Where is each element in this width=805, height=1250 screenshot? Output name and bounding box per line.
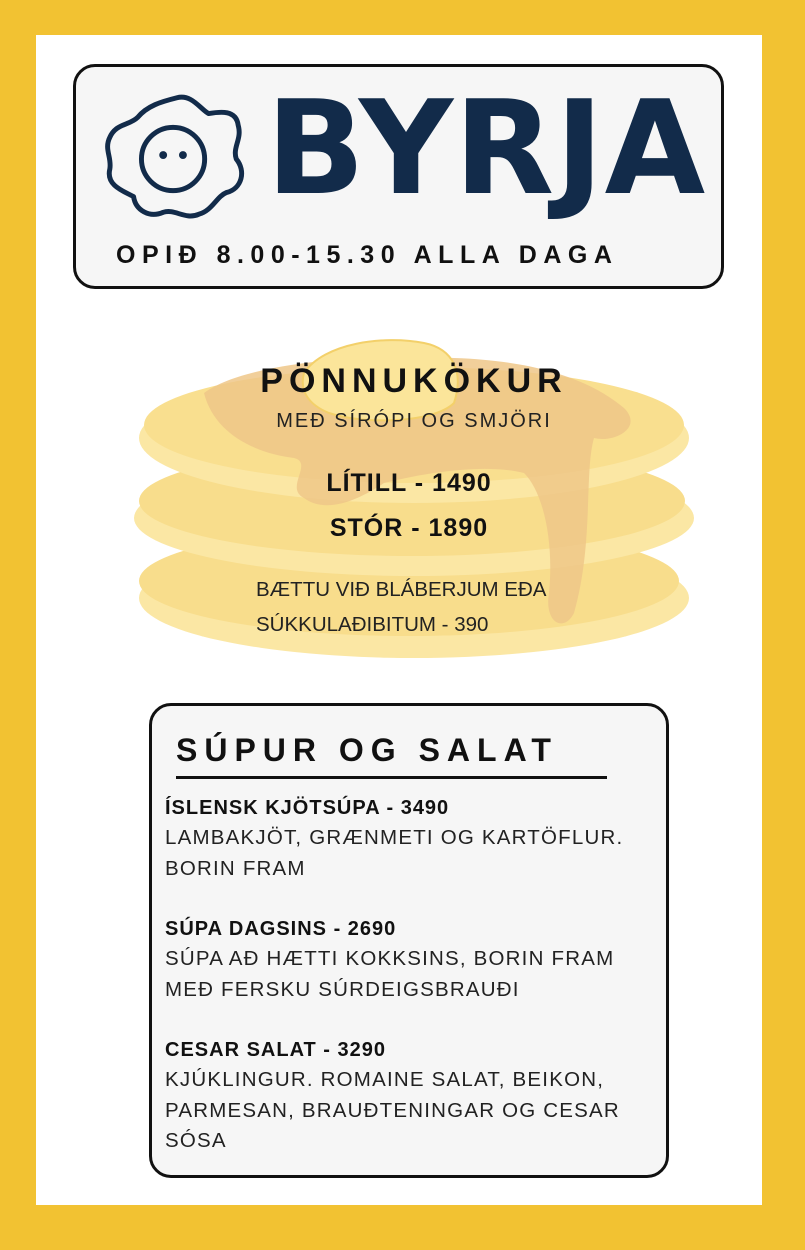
price-small: LÍTILL - 1490 [326, 469, 492, 497]
menu-item-desc: LAMBAKJÖT, GRÆNMETI OG KARTÖFLUR. [165, 826, 624, 849]
menu-item-name: ÍSLENSK KJÖTSÚPA - 3490 [165, 797, 450, 819]
menu-item-desc: BORIN FRAM [165, 856, 306, 880]
menu-item-desc: SÓSA [165, 1129, 227, 1152]
opening-hours: OPIÐ 8.00-15.30 ALLA DAGA [116, 241, 619, 269]
menu-item [165, 793, 655, 884]
soups-card [149, 703, 669, 1178]
menu-item-name: SÚPA DAGSINS - 2690 [165, 918, 397, 940]
menu-item-desc: MEÐ FERSKU SÚRDEIGSBRAUÐI [165, 977, 520, 1001]
menu-page [36, 35, 762, 1205]
price-large: STÓR - 1890 [329, 514, 489, 542]
fried-egg-icon [98, 89, 256, 229]
header-card [73, 64, 724, 289]
menu-item [165, 1035, 655, 1157]
addon-line: BÆTTU VIÐ BLÁBERJUM EÐA [256, 578, 547, 601]
menu-item-desc: SÚPA AÐ HÆTTI KOKKSINS, BORIN FRAM [165, 947, 615, 970]
section-title: SÚPUR OG SALAT [176, 732, 558, 768]
menu-item [165, 914, 655, 1005]
section-divider [176, 776, 607, 779]
menu-item-desc: PARMESAN, BRAUÐTENINGAR OG CESAR [165, 1098, 620, 1122]
brand-logo-text: BYRJA [266, 72, 707, 224]
menu-item-desc: KJÚKLINGUR. ROMAINE SALAT, BEIKON, [165, 1068, 605, 1091]
pancake-subtitle: MEÐ SÍRÓPI OG SMJÖRI [276, 410, 552, 432]
menu-item-name: CESAR SALAT - 3290 [165, 1039, 387, 1061]
pancake-addon [256, 572, 616, 642]
addon-line: SÚKKULAÐIBITUM - 390 [256, 613, 489, 636]
pancake-title: PÖNNUKÖKUR [260, 362, 568, 400]
